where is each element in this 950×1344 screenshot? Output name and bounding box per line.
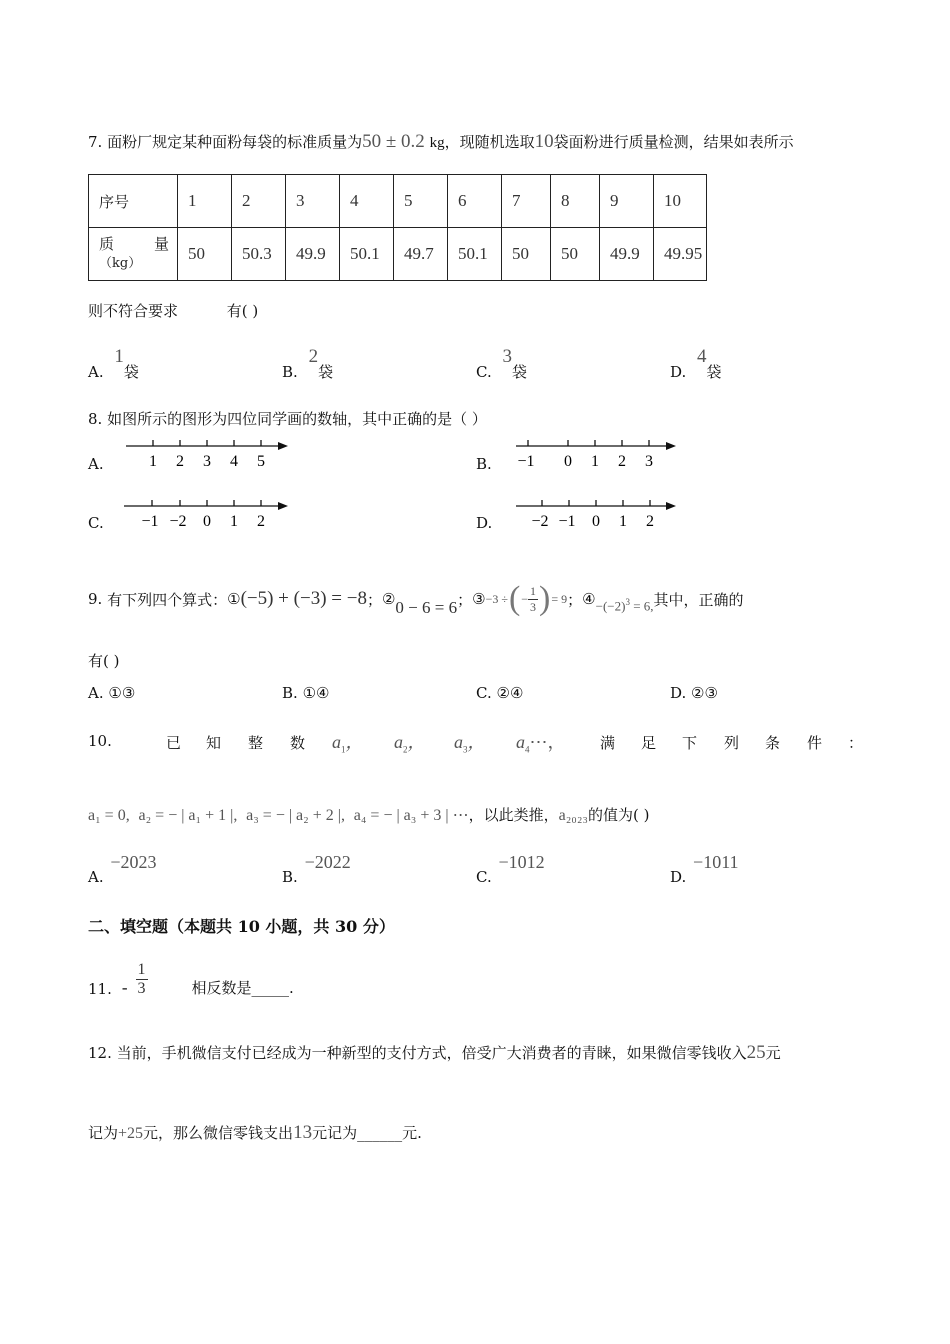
seq-subscript: 2	[403, 744, 408, 755]
q7-text-b: ，现随机选取	[444, 133, 535, 151]
q7-question-a: 则不符合要求	[88, 302, 179, 320]
q8-number: 8.	[88, 410, 103, 428]
fraction-numerator: 1	[137, 961, 146, 978]
option-unit: 袋	[512, 363, 528, 381]
q9-text-c: 有( )	[88, 652, 120, 670]
option-label: A.	[88, 868, 104, 886]
q10-seq-a4	[516, 728, 566, 755]
q10-cond-2: a₂ = − | a₁ + 1 |,	[138, 807, 238, 824]
table-cell: 3	[286, 175, 340, 228]
table-cell: 6	[448, 175, 502, 228]
axis-tick-label: 2	[257, 513, 265, 530]
axis-arrow	[278, 502, 288, 510]
q7-count: 10	[534, 131, 554, 152]
option-label: B.	[282, 868, 298, 886]
option-text: ①③	[108, 684, 136, 702]
q12-text-e: 元记为______元.	[312, 1124, 422, 1142]
option-label: C.	[476, 868, 492, 886]
option-label: D.	[670, 868, 687, 886]
fraction-denominator: 3	[137, 980, 146, 997]
axis-tick-label: −1	[558, 513, 576, 530]
option-label: C.	[476, 684, 492, 702]
q10-char: 数	[290, 734, 306, 752]
table-cell: 10	[654, 175, 707, 228]
q9-stem	[88, 574, 744, 624]
q9-option-d[interactable]	[670, 684, 718, 702]
q8-option-a-label[interactable]: A.	[88, 455, 104, 473]
option-label: B.	[282, 363, 298, 381]
q9-sep-3: ；	[567, 590, 583, 609]
q11-fraction	[136, 961, 148, 998]
axis-tick-label: 1	[230, 513, 238, 530]
q9-option-b[interactable]	[282, 684, 329, 702]
q7-mass-unit: kg	[429, 135, 445, 151]
q9-expression-1: (−5) + (−3) = −8	[240, 588, 367, 609]
table-row	[89, 228, 707, 281]
axis-tick-label: 1	[149, 453, 157, 470]
q9-expression-2: 0 − 6 = 6	[395, 598, 458, 617]
q10-cond-3: a₃ = − | a₂ + 2 |,	[246, 807, 345, 824]
q9-expression-3b: = 9	[551, 591, 568, 606]
q9-minus: −	[521, 591, 529, 606]
q12-line-1	[88, 1042, 781, 1064]
q10-char: ：	[848, 734, 864, 752]
q8-text: 如图所示的图形为四位同学画的数轴，其中正确的是（ ）	[107, 410, 487, 428]
q8-stem	[88, 408, 487, 429]
table-cell: 5	[394, 175, 448, 228]
axis-tick-label: −2	[531, 513, 549, 530]
q12-text-c: 记为	[88, 1124, 119, 1142]
q10-char: 整	[248, 734, 264, 752]
table-cell: 49.7	[394, 228, 448, 281]
option-label: B.	[282, 684, 298, 702]
table-header-mass-a: 质	[99, 235, 115, 253]
q10-number: 10.	[88, 732, 112, 750]
q10-char: 件	[807, 734, 823, 752]
option-label: D.	[670, 363, 687, 381]
q12-record: +25	[118, 1125, 144, 1142]
axis-tick-label: 4	[230, 453, 238, 470]
q10-char: 条	[765, 734, 781, 752]
seq-subscript: 1	[341, 744, 346, 755]
option-text: ①④	[302, 684, 330, 702]
option-value: −1012	[498, 852, 545, 872]
q7-mass-table	[88, 174, 707, 281]
q8-number-line-b	[510, 436, 685, 474]
table-cell: 1	[178, 175, 232, 228]
q9-mark-3: ③	[472, 590, 486, 608]
table-cell: 50.1	[340, 228, 394, 281]
q10-char: 满	[600, 734, 616, 752]
q7-mass-value: 50 ± 0.2	[362, 131, 425, 152]
option-label: C.	[476, 363, 492, 381]
table-cell: 50.3	[232, 228, 286, 281]
q9-fraction	[528, 584, 538, 615]
q10-char: 下	[682, 734, 698, 752]
option-unit: 袋	[318, 363, 334, 381]
option-unit: 袋	[706, 363, 722, 381]
axis-tick-label: 2	[618, 453, 626, 470]
axis-tick-label: 2	[646, 513, 654, 530]
seq-letter: a	[516, 732, 525, 752]
q9-option-a[interactable]	[88, 684, 135, 702]
table-cell: 50	[551, 228, 600, 281]
q10-char: 列	[724, 734, 740, 752]
axis-tick-label: 1	[619, 513, 627, 530]
table-cell: 49.9	[600, 228, 654, 281]
q10-char: 知	[206, 734, 222, 752]
q7-question	[88, 300, 258, 321]
table-cell: 8	[551, 175, 600, 228]
table-cell: 4	[340, 175, 394, 228]
q9-paren-right: )	[539, 580, 551, 617]
q10-cond-1: a₁ = 0,	[88, 807, 130, 824]
axis-tick-label: −1	[141, 513, 159, 530]
table-cell: 2	[232, 175, 286, 228]
option-label: D.	[670, 684, 687, 702]
q10-option-b[interactable]	[282, 852, 351, 886]
q10-conditions	[88, 804, 650, 825]
q11-text: 相反数是_____.	[191, 979, 294, 997]
q8-number-line-a	[120, 436, 295, 474]
q7-question-b: 有( )	[226, 302, 259, 320]
option-number: 3	[502, 346, 512, 367]
fraction-denominator: 3	[530, 599, 537, 614]
axis-tick-label: 0	[564, 453, 572, 470]
option-number: 1	[114, 346, 124, 367]
q10-option-c[interactable]	[476, 852, 545, 886]
q9-text-a: 有下列四个算式：	[107, 590, 228, 609]
q10-seq-a3: $a_3$，	[454, 732, 486, 755]
q10-seq-a2: $a_2$，	[394, 732, 426, 755]
q7-option-a[interactable]	[88, 346, 139, 381]
q10-option-d[interactable]	[670, 852, 739, 886]
section-title: 二、填空题（本题共 10 小题，共 30 分）	[88, 917, 395, 936]
axis-tick-label: 0	[592, 513, 600, 530]
q10-text-end2: 的值为( )	[588, 806, 650, 824]
q8-number-line-d	[510, 496, 685, 534]
option-label: A.	[88, 684, 104, 702]
table-cell: 7	[502, 175, 551, 228]
seq-letter: a	[332, 732, 341, 752]
q7-text-c: 袋面粉进行质量检测，结果如表所示	[553, 133, 794, 151]
seq-letter: a	[394, 732, 403, 752]
q8-number-line-c	[120, 496, 295, 534]
q7-number: 7.	[88, 133, 103, 151]
seq-subscript: 3	[463, 744, 468, 755]
q12-line-2	[88, 1122, 422, 1144]
axis-tick-label: 3	[203, 453, 211, 470]
table-cell: 49.9	[286, 228, 340, 281]
axis-arrow	[666, 442, 676, 450]
q9-mark-1: ①	[227, 590, 241, 608]
q7-option-d[interactable]	[670, 346, 722, 381]
q9-mark-2: ②	[381, 590, 396, 608]
q10-seq-a1: $a_1$，	[332, 732, 364, 755]
option-label: A.	[88, 363, 104, 381]
table-header-index: 序号	[89, 175, 178, 228]
seq-tail: ⋯，	[529, 732, 566, 752]
table-cell: 9	[600, 175, 654, 228]
q9-expression-4a: −(−2)	[595, 598, 626, 614]
q8-option-c-label[interactable]: C.	[88, 514, 104, 532]
axis-tick-label: 0	[203, 513, 211, 530]
option-number: 4	[697, 346, 707, 367]
option-unit: 袋	[123, 363, 139, 381]
table-header-mass-b: 量	[153, 235, 169, 253]
q12-text-d: 元，那么微信零钱支出	[143, 1124, 294, 1142]
q12-number: 12.	[88, 1044, 112, 1062]
table-header-mass	[89, 228, 178, 281]
q10-char: 已	[166, 734, 182, 752]
q7-stem	[88, 131, 794, 153]
axis-tick-label: 3	[645, 453, 653, 470]
option-value: −2023	[110, 852, 157, 872]
q11-stem	[88, 948, 294, 998]
q10-option-a[interactable]	[88, 852, 157, 886]
q7-option-b[interactable]	[282, 346, 334, 381]
axis-tick-label: 5	[257, 453, 265, 470]
q9-expression-4b: = 6,	[633, 598, 654, 614]
axis-tick-label: −2	[169, 513, 187, 530]
axis-arrow	[666, 502, 676, 510]
q12-text-a: 当前，手机微信支付已经成为一种新型的支付方式，倍受广大消费者的青睐，如果微信零钱收入	[116, 1044, 747, 1062]
q11-number: 11.	[88, 980, 112, 998]
option-value: −1011	[693, 852, 739, 872]
q9-paren-left: (	[508, 580, 521, 617]
axis-arrow	[278, 442, 288, 450]
q8-option-b-label[interactable]: B.	[476, 455, 492, 473]
q12-spend: 13	[293, 1122, 313, 1143]
option-value: −2022	[304, 852, 351, 872]
table-cell: 50	[178, 228, 232, 281]
q9-expression-4-exponent: 3	[625, 597, 630, 608]
q9-sep-2: ；	[457, 590, 473, 609]
q10-char: 足	[641, 734, 657, 752]
seq-letter: a	[454, 732, 463, 752]
table-cell: 50	[502, 228, 551, 281]
q9-number: 9.	[88, 590, 103, 608]
q9-option-c[interactable]	[476, 684, 523, 702]
q12-text-b: 元	[765, 1044, 781, 1062]
q9-expression-3a: −3 ÷	[485, 591, 508, 606]
fraction-numerator: 1	[530, 583, 537, 598]
table-cell: 50.1	[448, 228, 502, 281]
q12-income: 25	[746, 1042, 766, 1063]
q9-mark-4: ④	[582, 590, 596, 608]
seq-subscript: 4	[525, 744, 530, 755]
q7-text-a: 面粉厂规定某种面粉每袋的标准质量为	[107, 133, 363, 151]
q10-cond-4: a₄ = − | a₃ + 3 | ⋯	[353, 807, 469, 824]
q9-text-b: 其中，正确的	[653, 590, 744, 609]
option-text: ②④	[496, 684, 524, 702]
axis-tick-label: −1	[517, 453, 535, 470]
q10-target: a₂₀₂₃	[558, 807, 589, 824]
table-row	[89, 175, 707, 228]
q11-minus: -	[121, 978, 128, 997]
q9-sep-1: ；	[366, 590, 382, 609]
q10-stem	[88, 732, 864, 756]
axis-tick-label: 2	[176, 453, 184, 470]
table-header-mass-unit: （kg）	[99, 256, 142, 271]
table-cell: 49.95	[654, 228, 707, 281]
option-number: 2	[308, 346, 319, 367]
axis-tick-label: 1	[591, 453, 599, 470]
q8-option-d-label[interactable]: D.	[476, 514, 493, 532]
q9-expression-4	[596, 597, 654, 614]
q10-text-end: ，以此类推，	[468, 806, 559, 824]
option-text: ②③	[691, 684, 718, 702]
q7-option-c[interactable]	[476, 346, 528, 381]
